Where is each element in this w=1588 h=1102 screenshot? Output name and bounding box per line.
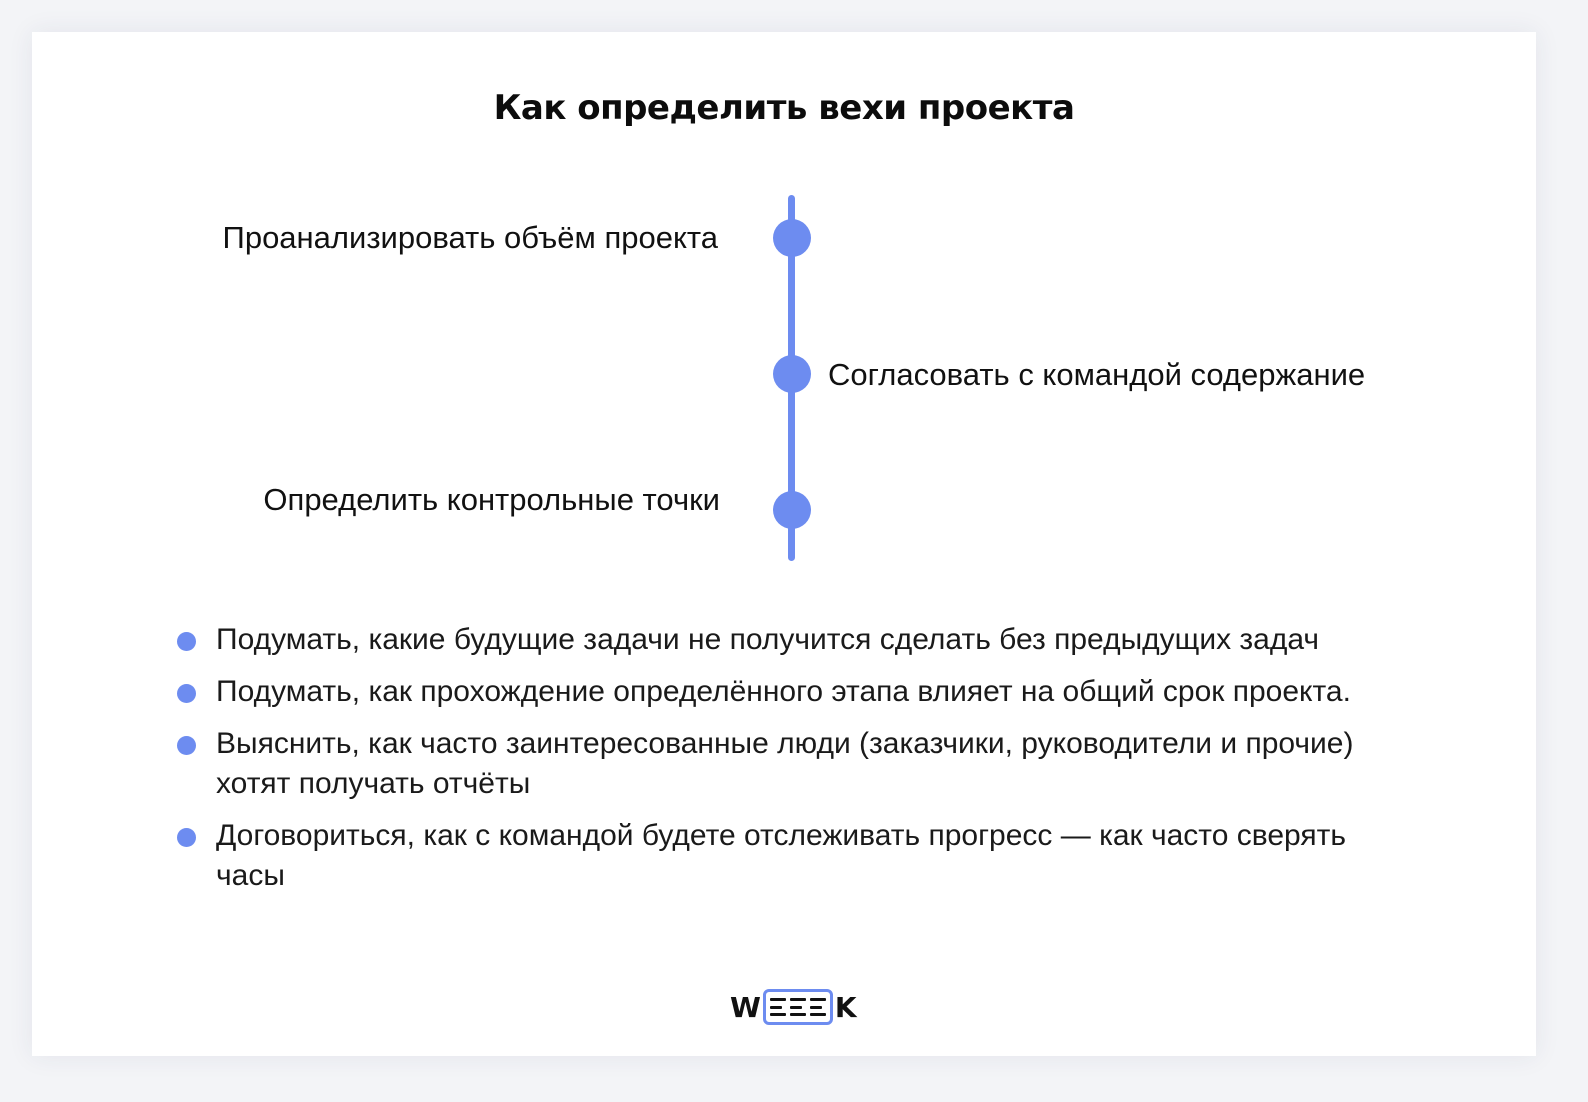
bullet-icon bbox=[177, 736, 196, 755]
logo-e-icon bbox=[790, 998, 806, 1016]
list-item-text: Выяснить, как часто заинтересованные люди (заказчики, руководители и прочие) хотят получать отчёты bbox=[216, 727, 1354, 800]
infographic-card bbox=[32, 32, 1536, 1056]
list-item bbox=[177, 724, 1377, 804]
list-item-text: Подумать, как прохождение определённого этапа влияет на общий срок проекта. bbox=[216, 675, 1351, 708]
bullet-icon bbox=[177, 632, 196, 651]
list-item bbox=[177, 672, 1377, 712]
bullet-icon bbox=[177, 684, 196, 703]
list-item-text: Подумать, какие будущие задачи не получится сделать без предыдущих задач bbox=[216, 623, 1320, 656]
logo-letter-w: W bbox=[730, 990, 761, 1024]
bullet-icon bbox=[177, 828, 196, 847]
list-item bbox=[177, 620, 1377, 660]
logo-box-icon bbox=[763, 989, 833, 1025]
milestone-dot-3 bbox=[773, 491, 811, 529]
milestone-dot-1 bbox=[773, 219, 811, 257]
milestone-label-3: Определить контрольные точки bbox=[263, 482, 720, 517]
logo-letter-k: K bbox=[834, 990, 857, 1024]
weeek-logo bbox=[730, 990, 857, 1024]
bullet-list bbox=[177, 620, 1377, 908]
page-title: Как определить вехи проекта bbox=[493, 88, 1075, 128]
milestone-dot-2 bbox=[773, 355, 811, 393]
logo-e-icon bbox=[810, 998, 826, 1016]
list-item-text: Договориться, как с командой будете отслеживать прогресс — как часто сверять часы bbox=[216, 819, 1346, 892]
list-item bbox=[177, 816, 1377, 896]
logo-e-icon bbox=[770, 998, 786, 1016]
milestone-label-1: Проанализировать объём проекта bbox=[222, 220, 718, 255]
milestone-label-2: Согласовать с командой содержание bbox=[828, 357, 1366, 392]
